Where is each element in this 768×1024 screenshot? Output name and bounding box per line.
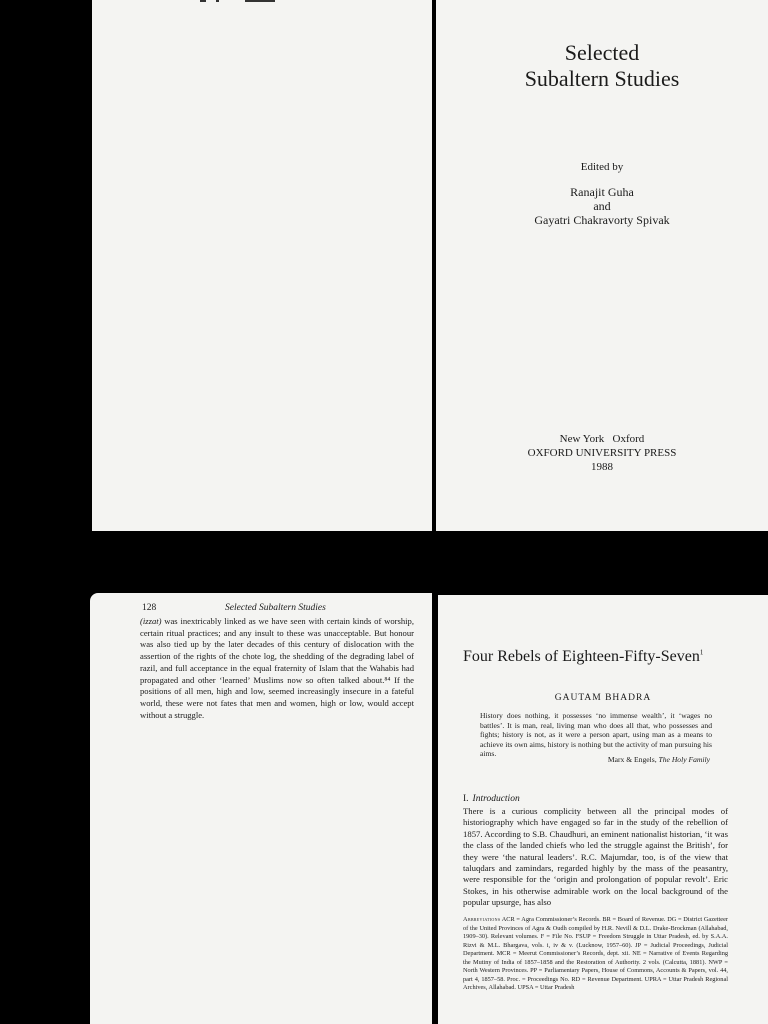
text-page [90,593,432,1024]
publisher-city: New York Oxford [559,433,645,445]
page-edge-mark [216,0,219,2]
blank-page [92,0,432,531]
epigraph-attribution [608,755,710,764]
epigraph-work: The Holy Family [658,755,710,764]
footnote-marker: 1 [699,648,704,657]
editor-conjunction: and [593,199,611,213]
section-number: I. [463,794,469,804]
chapter-page [438,595,768,1024]
body-text: was inextricably linked as we have seen with certain kinds of worship, certain ritual practices; and any insult to these was unacceptable. But honour was also tied up by the later decades of this century of dislocation with the assertion of the rights of the chote log, the shedding of the degrading label of razil, and full acceptance in the equal fraternity of Islam that the Wahabis had propagated and other ‘learned’ Muslims now so often talked about.⁸⁴ If the positions of all men, high and low, seemed increasingly insecure in a fateful world, these were not fates that men and women, high or low, would accept without a struggle. [140,616,414,720]
page-number: 128 [142,603,157,613]
publication-year: 1988 [591,461,613,473]
page-edge-mark [245,0,275,2]
epigraph-author: Marx & Engels, [607,755,657,764]
section-title: Introduction [472,794,520,804]
publisher-name: OXFORD UNIVERSITY PRESS [527,447,677,459]
book-title-line2: Subaltern Studies [524,66,680,91]
book-title-line1: Selected [564,40,640,65]
abbreviations-footnote [463,916,728,993]
section-heading [463,794,520,804]
page-edge-mark [200,0,206,2]
body-paragraph [140,616,414,721]
editor-name: Ranajit Guha [570,185,634,199]
chapter-title [463,648,703,666]
title-page [436,0,768,531]
abbreviations-text: ACR = Agra Commissioner’s Records. BR = Board of Revenue. DG = District Gazetteer of the United Provinces of Agra & Oudh compiled by H.R. Nevill & D.L. Drake-Brockman (Allahabad, 1909–30). Relevant volumes. F = File No. FSUP = Freedom Struggle in Uttar Pradesh, ed. by S.A.A. Rizvi & M.L. Bhargava, vols. i, iv & v. (Lucknow, 1957–60). JP = Judicial Proceedings, Judicial Department. MCR = Meerut Commissioner’s Records, dept. xii. NE = Narrative of Events Regarding the Mutiny of India of 1857–1858 and the Restoration of Authority. 2 vols. (Calcutta, 1881). NWP = North Western Provinces. PP = Parliamentary Papers, House of Commons, Accounts & Papers, vol. 44, part 4, 1857–58. Proc. = Proceedings No. RD = Revenue Department. UPRA = Uttar Pradesh Regional Archives, Allahabad. UPSA = Uttar Pradesh [463,916,728,991]
running-head: Selected Subaltern Studies [225,603,326,613]
chapter-title-text: Four Rebels of Eighteen-Fifty-Seven [463,648,700,665]
edited-by: Edited by [580,161,624,173]
body-italic-term: (izzat) [140,616,162,626]
chapter-author: GAUTAM BHADRA [554,693,652,703]
body-paragraph: There is a curious complicity between all the principal modes of historiography which have engaged so far in the study of the rebellion of 1857. According to S.B. Chaudhuri, an eminent nationalist historian, ‘it was the class of the landed chiefs who led the struggle against the British’, for they were ‘the natural leaders’. R.C. Majumdar, too, is of the view that taluqdars and zamindars, regarded highly by the mass of the peasantry, were responsible for the ‘origin and prolongation of popular revolt’. Eric Stokes, in his otherwise admirable work on the local background of the popular upsurge, has also [463,806,728,908]
abbreviations-label: Abbreviations [463,916,501,923]
editor-name: Gayatri Chakravorty Spivak [534,213,670,227]
epigraph: History does nothing, it possesses ‘no immense wealth’, it ‘wages no battles’. It is man, real, living man who does all that, who possesses and fights; history is not, as it were a person apart, using man as a means to achieve its own aims, history is nothing but the activity of man pursuing his aims. [480,711,712,759]
